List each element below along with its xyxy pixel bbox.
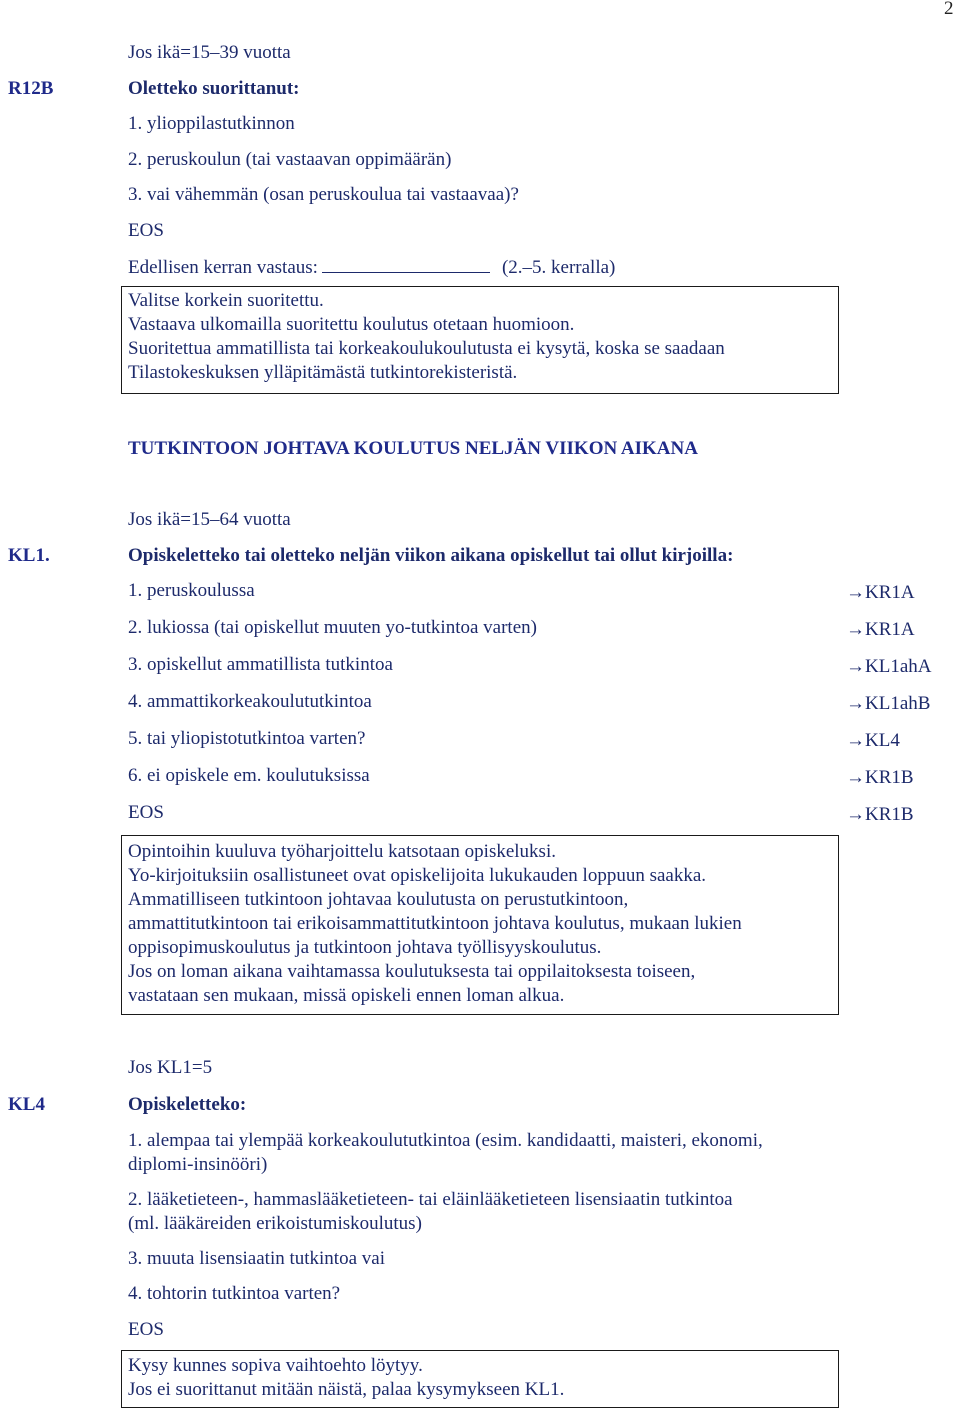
kl4-question: Opiskeletteko: (128, 1094, 247, 1115)
kl1-option-label: 6. ei opiskele em. koulutuksissa (128, 765, 370, 786)
kl1-instruction-box (121, 835, 839, 1015)
r12b-instruction-2: Vastaava ulkomailla suoritettu koulutus otetaan huomioon. (128, 314, 575, 335)
kl4-option-line: (ml. lääkäreiden erikoistumiskoulutus) (128, 1213, 422, 1234)
kl4-eos: EOS (128, 1319, 164, 1340)
r12b-instruction-box (121, 286, 839, 394)
kl4-option-line: 2. lääketieteen-, hammaslääketieteen- tai eläinlääketieteen lisensiaatin tutkintoa (128, 1189, 733, 1210)
kl1-option-goto: →KL1ahB (846, 693, 931, 714)
kl1-option-goto: →KL4 (846, 730, 900, 751)
kl4-instruction-1: Kysy kunnes sopiva vaihtoehto löytyy. (128, 1355, 423, 1376)
kl1-option-label: 2. lukiossa (tai opiskellut muuten yo-tutkintoa varten) (128, 617, 537, 638)
r12b-previous-answer-row (128, 256, 615, 279)
kl1-option-label: 1. peruskoulussa (128, 580, 255, 601)
kl4-instruction-box (121, 1350, 839, 1408)
kl4-condition: Jos KL1=5 (128, 1057, 213, 1078)
kl4-option-3: 3. muuta lisensiaatin tutkintoa vai (128, 1248, 385, 1269)
r12b-code: R12B (8, 78, 54, 99)
r12b-option-2: 2. peruskoulun (tai vastaavan oppimäärän) (128, 149, 452, 170)
r12b-instruction-4: Tilastokeskuksen ylläpitämästä tutkintorekisteristä. (128, 362, 518, 383)
kl1-option-label: EOS (128, 802, 164, 823)
r12b-instruction-1: Valitse korkein suoritettu. (128, 290, 324, 311)
kl1-option-label: 3. opiskellut ammatillista tutkintoa (128, 654, 393, 675)
kl1-option-goto: →KL1ahA (846, 656, 932, 677)
previous-answer-blank (322, 256, 490, 273)
kl4-option-1 (128, 1129, 763, 1177)
r12b-option-1: 1. ylioppilastutkinnon (128, 113, 295, 134)
kl1-instruction-1: Opintoihin kuuluva työharjoittelu katsotaan opiskeluksi. (128, 841, 556, 862)
kl4-option-line: 1. alempaa tai ylempää korkeakoulututkintoa (esim. kandidaatti, maisteri, ekonomi, (128, 1130, 763, 1151)
previous-answer-note: (2.–5. kerralla) (501, 257, 616, 278)
previous-answer-label: Edellisen kerran vastaus: (128, 257, 318, 278)
kl1-option-goto: →KR1B (846, 767, 914, 788)
kl1-option-label: 5. tai yliopistotutkintoa varten? (128, 728, 366, 749)
kl4-instruction-2: Jos ei suorittanut mitään näistä, palaa kysymykseen KL1. (128, 1379, 565, 1400)
kl4-code: KL4 (8, 1094, 45, 1115)
kl1-option-goto: →KR1A (846, 582, 915, 603)
page-number: 2 (944, 0, 954, 19)
kl4-option-2 (128, 1188, 733, 1236)
r12b-question: Oletteko suorittanut: (128, 78, 300, 99)
kl1-question: Opiskeletteko tai oletteko neljän viikon aikana opiskellut tai ollut kirjoilla: (128, 545, 734, 566)
kl4-option-line: diplomi-insinööri) (128, 1154, 268, 1175)
section-title: TUTKINTOON JOHTAVA KOULUTUS NELJÄN VIIKON AIKANA (128, 438, 698, 459)
kl1-option-goto: →KR1A (846, 619, 915, 640)
kl4-option-4: 4. tohtorin tutkintoa varten? (128, 1283, 341, 1304)
kl1-instruction-3: Ammatilliseen tutkintoon johtavaa koulutusta on perustutkintoon, (128, 889, 629, 910)
kl1-option-label: 4. ammattikorkeakoulututkintoa (128, 691, 372, 712)
kl1-condition: Jos ikä=15–64 vuotta (128, 509, 291, 530)
kl1-instruction-7: vastataan sen mukaan, missä opiskeli ennen loman alkua. (128, 985, 565, 1006)
kl1-instruction-2: Yo-kirjoituksiin osallistuneet ovat opiskelijoita lukukauden loppuun saakka. (128, 865, 707, 886)
kl1-code: KL1. (8, 545, 50, 566)
kl1-instruction-5: oppisopimuskoulutus ja tutkintoon johtava työllisyyskoulutus. (128, 937, 602, 958)
r12b-instruction-3: Suoritettua ammatillista tai korkeakoulukoulutusta ei kysytä, koska se saadaan (128, 338, 725, 359)
kl1-option-goto: →KR1B (846, 804, 914, 825)
r12b-condition: Jos ikä=15–39 vuotta (128, 42, 291, 63)
r12b-option-3: 3. vai vähemmän (osan peruskoulua tai vastaavaa)? (128, 184, 519, 205)
kl1-instruction-4: ammattitutkintoon tai erikoisammattitutkintoon johtava koulutus, mukaan lukien (128, 913, 742, 934)
kl1-instruction-6: Jos on loman aikana vaihtamassa koulutuksesta tai oppilaitoksesta toiseen, (128, 961, 696, 982)
r12b-eos: EOS (128, 220, 164, 241)
